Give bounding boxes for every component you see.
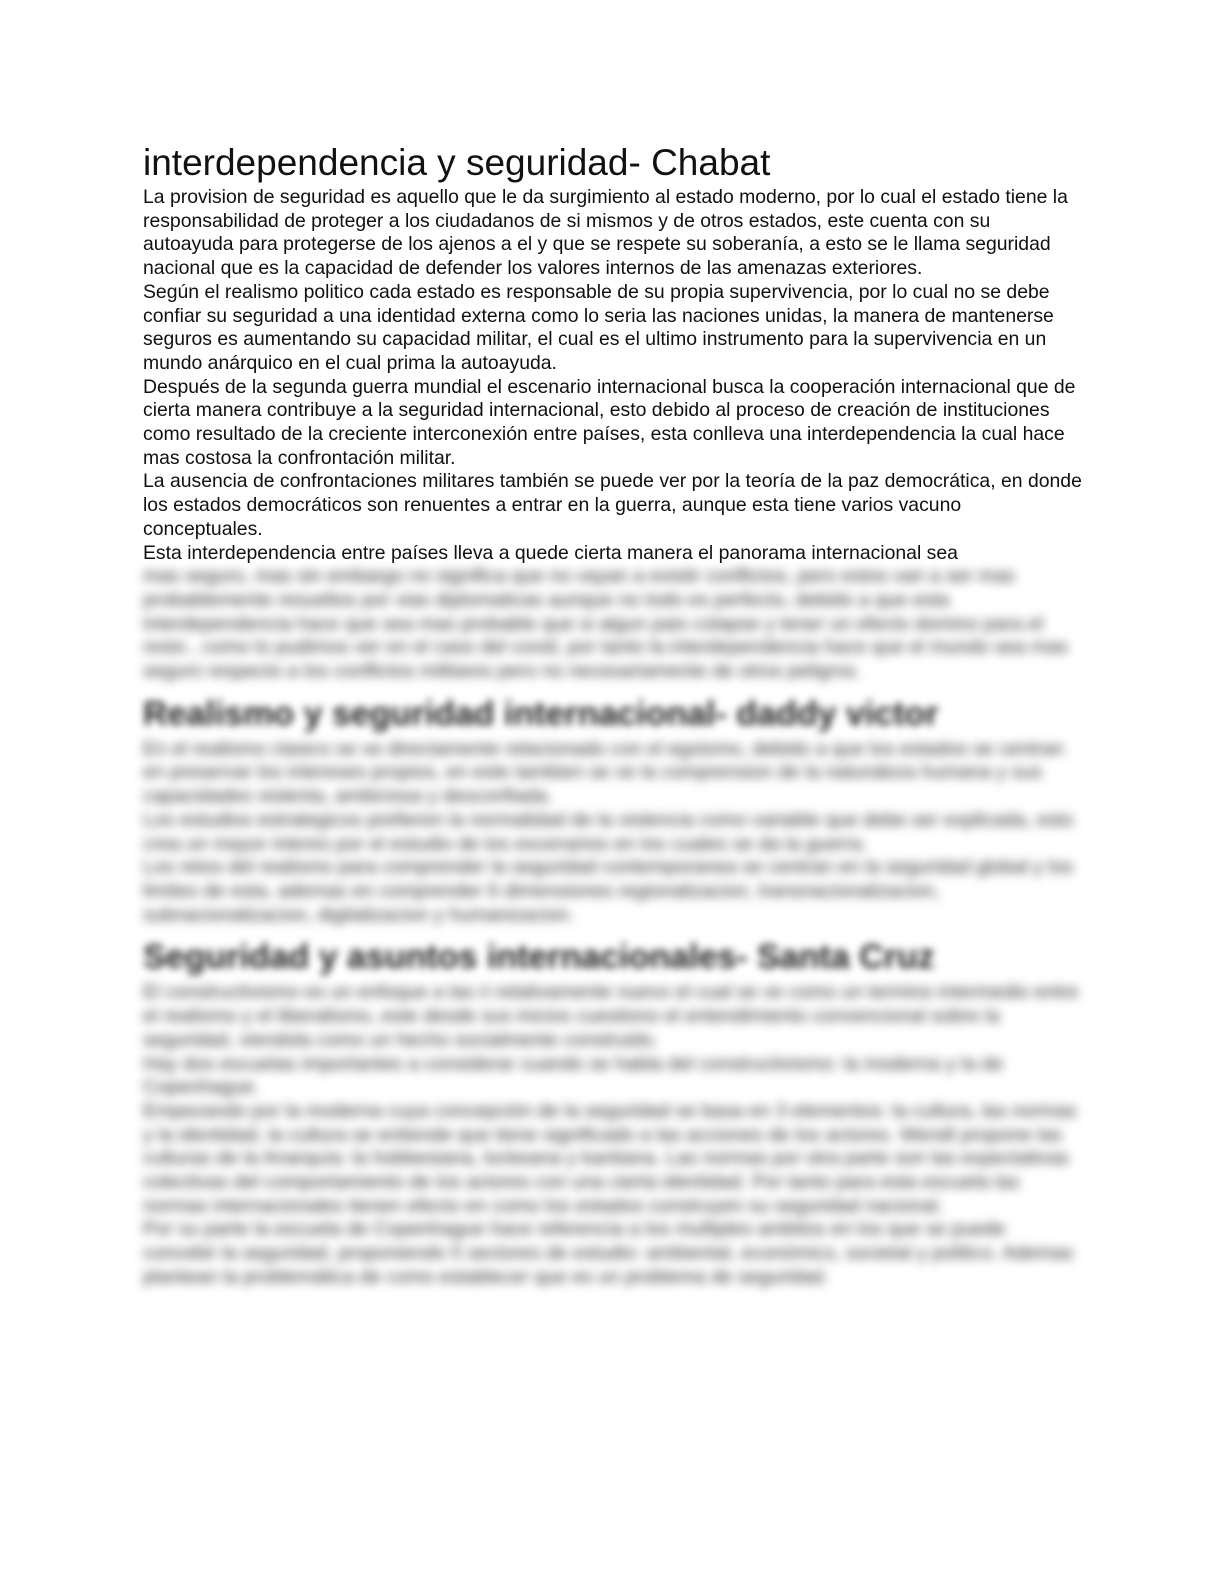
paragraph-5-rest: mas seguro, mas sin embargo no significa que no vayan a existir conflictos, pero estos van a ser mas probablemente resueltos por vias diplomaticas aunque no todo es perfecto, debido a que esta interdependencia hace que sea mas probable que si algun pais colapse y tener un efecto domino para el resto , como lo pudimos ver en el caso del covid, por tanto la interdependencia hace que el mundo sea mas seguro respecto a los conflictos militares pero no necesariamente de otros peligros. — [143, 565, 1068, 683]
paragraph-3: Después de la segunda guerra mundial el escenario internacional busca la cooperación internacional que de cierta manera contribuye a la seguridad internacional, esto debido al proceso de creación de instituciones como resultado de la creciente interconexión entre países, esta conlleva una interdependencia la cual hace mas costosa la confrontación militar. — [143, 375, 1076, 469]
paragraph-5-visible-line: Esta interdependencia entre países lleva a quede cierta manera el panorama internacional sea — [143, 541, 958, 564]
section-3-paragraph-1: El constructivismo es un enfoque a las ri relativamente nuevo el cual se ve como un termino intermedio entre el realismo y el liberalismo, este desde sus inicios cuestiono el entendimiento convencional sobre la seguridad, viendola como un hecho socialmente construido. — [143, 981, 1079, 1051]
document-title: interdependencia y seguridad- Chabat — [143, 142, 771, 183]
paragraph-4: La ausencia de confrontaciones militares también se puede ver por la teoría de la paz democrática, en donde los estados democráticos son renuentes a entrar en la guerra, aunque esta tiene varios vacuno conceptuales. — [143, 470, 1082, 540]
document-page — [143, 140, 1083, 1290]
section-3-paragraph-4: Por su parte la escuela de Copenhague hace referencia a los multiples ambitos en los que se puede concebir la seguridad, proponiendo 5 sectores de estudio: ambiental, económico, societal y politico. Ademas plantean la problemática de como establecer que es un problema de seguridad. — [143, 1218, 1074, 1288]
section-2-paragraph-2: Los estudios estrategicos prefieren la normalidad de la violencia como variable que debe ser explicada, esto crea un mayor interes por el estudio de los escenarios en los cuales se da la guerra. — [143, 808, 1074, 855]
paragraph-2: Según el realismo politico cada estado es responsable de su propia supervivencia, por lo cual no se debe confiar su seguridad a una identidad externa como lo seria las naciones unidas, la manera de mantenerse seguros es aumentando su capacidad militar, el cual es el ultimo instrumento para la supervivencia en un mundo anárquico en el cual prima la autoayuda. — [143, 280, 1054, 374]
section-3-title: Seguridad y asuntos internacionales- Santa Cruz — [143, 938, 935, 977]
section-2-title: Realismo y seguridad internacional- daddy victor — [143, 694, 939, 733]
blurred-region — [143, 565, 1083, 1289]
section-2-paragraph-1: En el realismo clasico se ve directamente relacionado con el egoismo, debido a que los estados se centran en preservar los intereses propios, en este tambien se ve la comprension de la naturaleza humana y sus capacidades violenta, ambiciosa y desconfiada. — [143, 737, 1064, 808]
paragraph-1: La provision de seguridad es aquello que le da surgimiento al estado moderno, por lo cual el estado tiene la responsabilidad de proteger a los ciudadanos de si mismos y de otros estados, este cuenta con su autoayuda para protegerse de los ajenos a el y que se respete su soberanía, a esto se le llama seguridad nacional que es la capacidad de defender los valores internos de las amenazas exteriores. — [143, 186, 1068, 280]
section-3-paragraph-2: Hay dos escuelas importantes a considerar cuando se habla del constructivismo: la moderna y la de Copenhague. — [143, 1052, 1004, 1099]
section-3-paragraph-3: Empezando por la moderna cuya concepción de la seguridad se basa en 3 elementos: la cultura, las normas y la identidad, la cultura se entiende que tiene significado a las acciones de los actores. Wendt propone las culturas de la Anarquía: la hobbesiana, lockeana y kantiana. Las normas por otra parte son las expectativas colectivas del comportamiento de los actores con una cierta identidad. Por tanto para esta escuela las normas internacionales tienen efecto en como los estados construyen su seguridad nacional. — [143, 1099, 1077, 1217]
section-2-paragraph-3: Los retos del realismo para comprender la seguridad contemporanea se centran en la seguridad global y los limites de esta, ademas en comprender 6 dimensiones regionalizacion, transnacionalizacion, subnacionalizacion, digitalizacion y humanizacion. — [143, 856, 1074, 926]
